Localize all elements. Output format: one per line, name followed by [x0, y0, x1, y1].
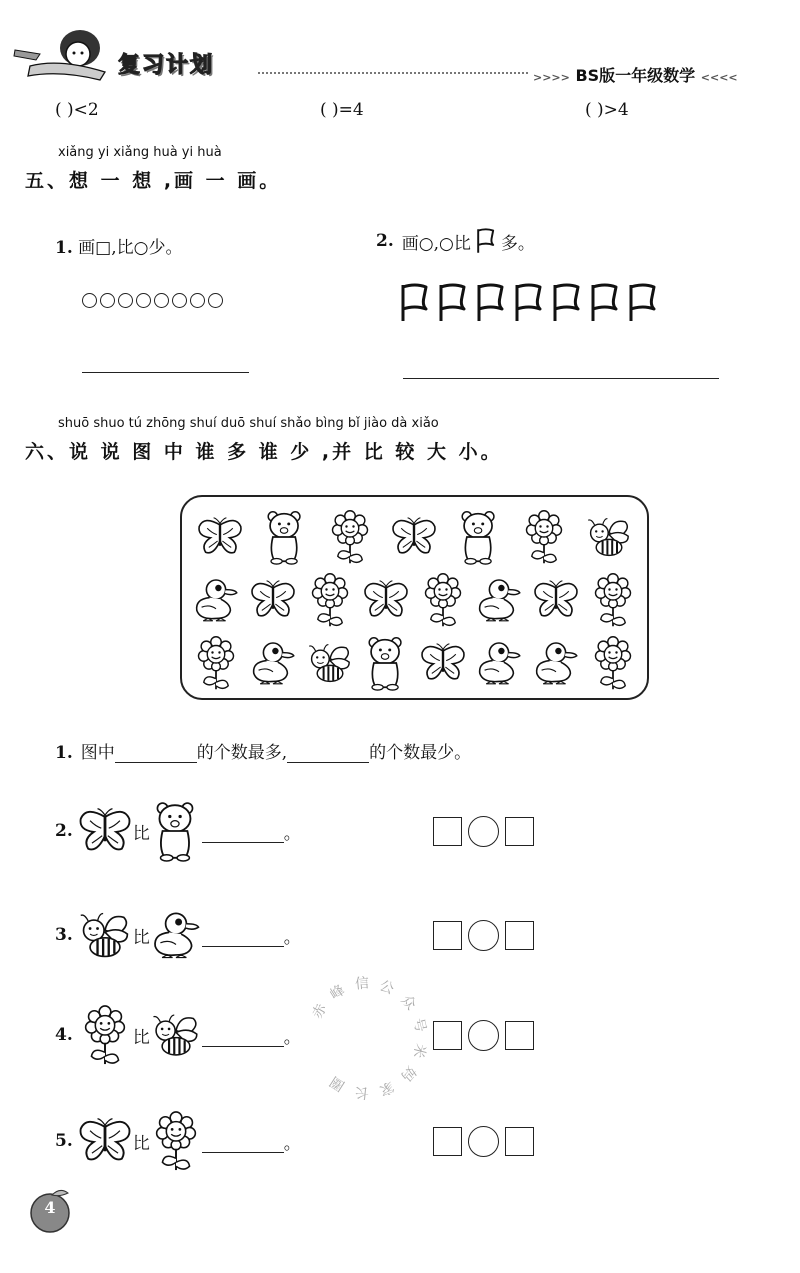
flag-icon — [476, 283, 506, 323]
bear-icon — [150, 800, 202, 862]
stamp-char: 公 — [377, 977, 397, 998]
circle-shape — [136, 293, 151, 308]
compare-bi: 比 — [132, 1027, 150, 1048]
page-number: 4 — [44, 1198, 56, 1217]
header-mascot-icon — [10, 28, 115, 83]
s6q1-text-c: 的个数最少。 — [369, 743, 472, 763]
animal-panel — [180, 495, 649, 700]
stamp-char: 赤 — [309, 1000, 331, 1022]
blank-less-than-2[interactable]: ( )<2 — [55, 100, 99, 120]
panel-row — [188, 505, 641, 568]
flower-icon — [419, 572, 467, 628]
answer-circle-sign[interactable] — [468, 1020, 499, 1051]
flag-icon — [552, 283, 582, 323]
compare-number: 3. — [55, 925, 73, 945]
compare-number: 5. — [55, 1131, 73, 1151]
answer-box-left[interactable] — [433, 817, 462, 846]
compare-end: 。 — [283, 927, 301, 948]
stamp-char: 妈 — [397, 1062, 419, 1084]
bear-icon — [455, 509, 503, 565]
circle-shape — [100, 293, 115, 308]
compare-answer-line[interactable] — [202, 1130, 284, 1153]
s6q1-blank-least[interactable] — [287, 742, 369, 763]
panel-row — [188, 631, 641, 694]
answer-circle-sign[interactable] — [468, 816, 499, 847]
bee-icon — [150, 1004, 202, 1066]
bee-icon — [306, 635, 354, 691]
page-number-badge — [20, 1185, 80, 1235]
s6q1-blank-most[interactable] — [115, 742, 197, 763]
header-divider — [258, 72, 528, 74]
q2-number: 2. — [376, 231, 394, 251]
compare-bi: 比 — [132, 823, 150, 844]
compare-end: 。 — [283, 823, 301, 844]
bear-icon — [261, 509, 309, 565]
s6q1-number: 1. — [55, 743, 73, 763]
q2-text-b: 多。 — [500, 233, 535, 254]
flower-icon — [326, 509, 374, 565]
compare-end: 。 — [283, 1027, 301, 1048]
duck-icon — [532, 635, 580, 691]
q2-text-a: 画○,○比 — [401, 233, 471, 254]
flower-icon — [589, 572, 637, 628]
compare-row — [55, 796, 755, 866]
blank-greater-than-4[interactable]: ( )>4 — [585, 100, 629, 120]
compare-boxes — [433, 920, 534, 951]
compare-boxes — [433, 1020, 534, 1051]
answer-box-left[interactable] — [433, 1127, 462, 1156]
circles-row — [82, 293, 226, 312]
stamp-char: 圈 — [327, 1072, 349, 1094]
compare-boxes — [433, 1126, 534, 1157]
blank-equal-4[interactable]: ( )=4 — [320, 100, 364, 120]
section5-q2 — [376, 228, 535, 254]
section5-title: 五、想 一 想 ,画 一 画。 — [25, 170, 282, 192]
s6q1-text-b: 的个数最多, — [196, 743, 288, 763]
compare-number: 4. — [55, 1025, 73, 1045]
flower-icon — [150, 1110, 202, 1172]
compare-bi: 比 — [132, 1133, 150, 1154]
compare-row — [55, 900, 755, 970]
butterfly-icon — [196, 509, 244, 565]
compare-end: 。 — [283, 1133, 301, 1154]
section6-pinyin: shuō shuo tú zhōng shuí duō shuí shǎo bìng bǐ jiào dà xiǎo — [58, 416, 439, 431]
compare-number: 2. — [55, 821, 73, 841]
stamp-char: 众 — [397, 992, 419, 1014]
butterfly-icon — [77, 1110, 133, 1172]
flags-row — [400, 283, 658, 323]
compare-answer-line[interactable] — [202, 820, 284, 843]
duck-icon — [475, 635, 523, 691]
section5-q1 — [55, 233, 182, 258]
section6-q1 — [55, 738, 471, 763]
circle-shape — [172, 293, 187, 308]
stamp-watermark — [300, 968, 435, 1103]
circle-shape — [208, 293, 223, 308]
stamp-char: 家 — [377, 1078, 397, 1099]
flag-icon — [475, 228, 497, 254]
stamp-char: 信 — [354, 975, 370, 993]
duck-icon — [249, 635, 297, 691]
answer-circle-sign[interactable] — [468, 1126, 499, 1157]
answer-box-right[interactable] — [505, 817, 534, 846]
stamp-char: 峰 — [327, 982, 349, 1004]
flag-icon — [400, 283, 430, 323]
flag-icon — [590, 283, 620, 323]
flower-icon — [77, 1004, 133, 1066]
butterfly-icon — [249, 572, 297, 628]
q2-answer-line[interactable] — [403, 378, 719, 379]
header-right-label — [533, 63, 738, 86]
header-right-deco: <<<< — [700, 71, 738, 84]
flag-icon — [438, 283, 468, 323]
answer-box-right[interactable] — [505, 1127, 534, 1156]
butterfly-icon — [390, 509, 438, 565]
bee-icon — [585, 509, 633, 565]
stamp-char: 米 — [410, 1042, 429, 1060]
compare-row — [55, 1106, 755, 1176]
duck-icon — [475, 572, 523, 628]
q1-text: 画□,比○少。 — [78, 238, 183, 258]
circle-shape — [82, 293, 97, 308]
flower-icon — [589, 635, 637, 691]
circle-shape — [118, 293, 133, 308]
butterfly-icon — [532, 572, 580, 628]
answer-box-right[interactable] — [505, 921, 534, 950]
q1-answer-line[interactable] — [82, 372, 249, 373]
section6-title: 六、说 说 图 中 谁 多 谁 少 ,并 比 较 大 小。 — [25, 441, 503, 463]
s6q1-text-a: 图中 — [80, 743, 115, 763]
answer-box-left[interactable] — [433, 921, 462, 950]
bear-icon — [362, 635, 410, 691]
compare-boxes — [433, 816, 534, 847]
answer-box-right[interactable] — [505, 1021, 534, 1050]
header-title: 复习计划 — [118, 53, 215, 78]
butterfly-icon — [419, 635, 467, 691]
compare-answer-line[interactable] — [202, 1024, 284, 1047]
flower-icon — [520, 509, 568, 565]
answer-box-left[interactable] — [433, 1021, 462, 1050]
q1-number: 1. — [55, 238, 73, 258]
stamp-char: 长 — [354, 1083, 370, 1101]
butterfly-icon — [77, 800, 133, 862]
duck-icon — [150, 904, 202, 966]
flag-icon — [628, 283, 658, 323]
compare-answer-line[interactable] — [202, 924, 284, 947]
circle-shape — [190, 293, 205, 308]
flag-icon — [514, 283, 544, 323]
stamp-char: 号 — [410, 1016, 429, 1034]
circle-shape — [154, 293, 169, 308]
answer-circle-sign[interactable] — [468, 920, 499, 951]
duck-icon — [192, 572, 240, 628]
flower-icon — [306, 572, 354, 628]
section5-pinyin: xiǎng yi xiǎng huà yi huà — [58, 145, 222, 160]
header-book-label: BS版一年级数学 — [575, 66, 696, 85]
compare-bi: 比 — [132, 927, 150, 948]
bee-icon — [77, 904, 133, 966]
flower-icon — [192, 635, 240, 691]
header-left-deco: >>>> — [533, 71, 570, 84]
butterfly-icon — [362, 572, 410, 628]
panel-row — [188, 568, 641, 631]
